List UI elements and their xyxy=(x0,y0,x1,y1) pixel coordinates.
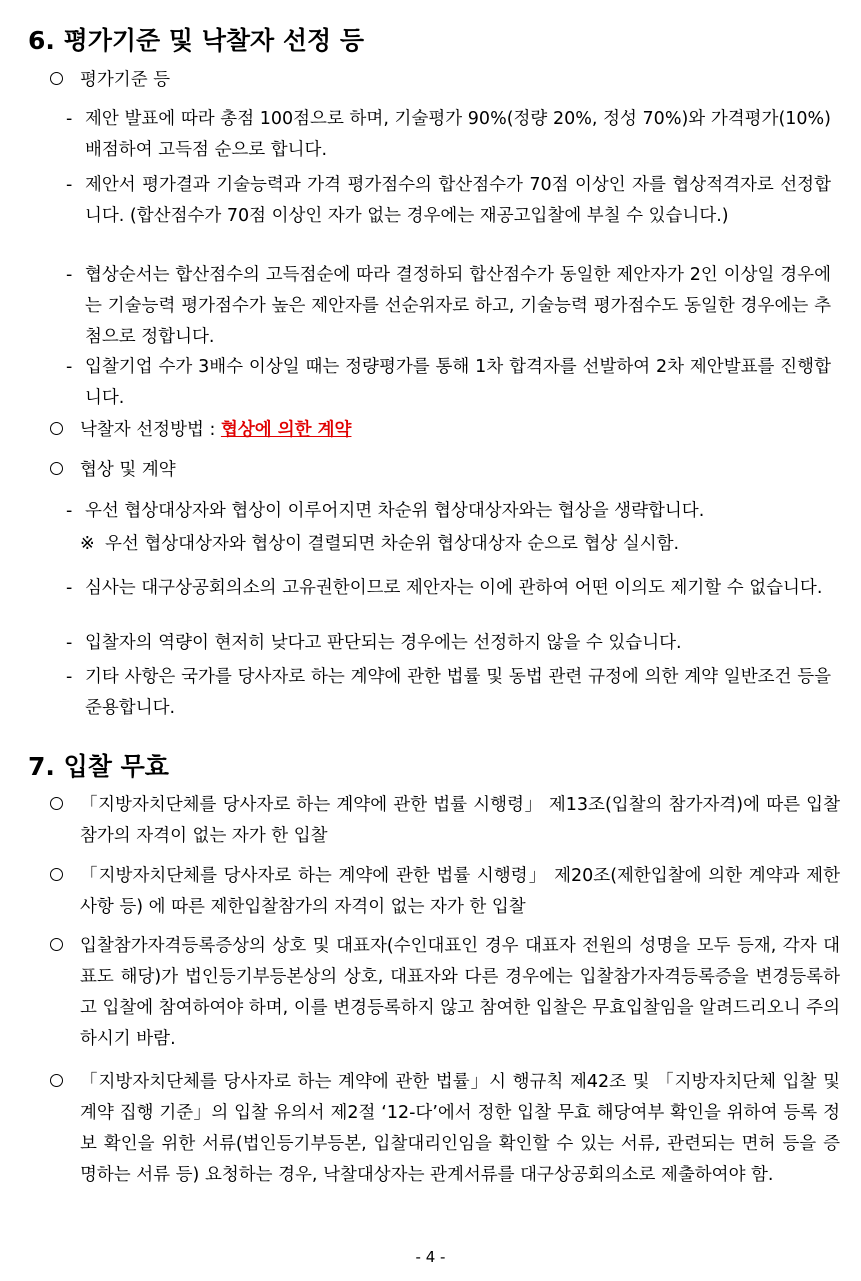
selection-method-value: 협상에 의한 계약 xyxy=(220,420,352,440)
negotiation-item-4: - 기타 사항은 국가를 당사자로 하는 계약에 관한 법률 및 동법 관련 규정에 의한 계약 일반조건 등을 준용합니다. xyxy=(66,667,831,718)
criteria-item-3: - 협상순서는 합산점수의 고득점순에 따라 결정하되 합산점수가 동일한 제안자가 2인 이상일 경우에는 기술능력 평가점수가 높은 제안자를 선순위자로 하고, 기술능력 평가점수도 동일한 경우에는 추첨으로 정합니다. xyxy=(66,265,831,347)
selection-method xyxy=(50,415,840,446)
circle-bullet-icon xyxy=(50,65,63,96)
circle-bullet-icon xyxy=(50,931,63,962)
criteria-heading: 평가기준 등 xyxy=(50,65,840,96)
negotiation-item-1: - 우선 협상대상자와 협상이 이루어지면 차순위 협상대상자와는 협상을 생략합니다. xyxy=(66,501,705,521)
invalid-item-1: 「지방자치단체를 당사자로 하는 계약에 관한 법률 시행령」 제13조(입찰의 참가자격)에 따른 입찰참가의 자격이 없는 자가 한 입찰 xyxy=(50,790,840,852)
section-7-title: 7. 입찰 무효 xyxy=(28,752,169,781)
negotiation-item-2: - 심사는 대구상공회의소의 고유권한이므로 제안자는 이에 관하여 어떤 이의도 제기할 수 없습니다. xyxy=(66,578,823,598)
circle-bullet-icon xyxy=(50,790,63,821)
circle-bullet-icon xyxy=(50,1067,63,1098)
negotiation-heading: 협상 및 계약 xyxy=(50,455,840,486)
selection-method-label: 낙찰자 선정방법 : xyxy=(80,420,216,440)
circle-bullet-icon xyxy=(50,861,63,892)
negotiation-item-3: - 입찰자의 역량이 현저히 낮다고 판단되는 경우에는 선정하지 않을 수 있습니다. xyxy=(66,633,682,653)
invalid-item-3: 입찰참가자격등록증상의 상호 및 대표자(수인대표인 경우 대표자 전원의 성명을 모두 등재, 각자 대표도 해당)가 법인등기부등본상의 상호, 대표자와 다른 경우에는 입찰참가자격등록증을 변경등록하고 입찰에 참여하여야 하며, 이를 변경등록하지 않고 참여한 입찰은 무효입찰임을 알려드리오니 주의하시기 바람. xyxy=(50,931,840,1055)
negotiation-note: ※ 우선 협상대상자와 협상이 결렬되면 차순위 협상대상자 순으로 협상 실시함. xyxy=(80,534,680,554)
invalid-item-2: 「지방자치단체를 당사자로 하는 계약에 관한 법률 시행령」 제20조(제한입찰에 의한 계약과 제한사항 등) 에 따른 제한입찰참가의 자격이 없는 자가 한 입찰 xyxy=(50,861,840,923)
invalid-item-4: 「지방자치단체를 당사자로 하는 계약에 관한 법률」시 행규칙 제42조 및 「지방자치단체 입찰 및 계약 집행 기준」의 입찰 유의서 제2절 ‘12-다’에서 정한 입찰 무효 해당여부 확인을 위하여 등록 정보 확인을 위한 서류(법인등기부등본, 입찰대리인임을 확인할 수 있는 서류, 관련되는 면허 등을 증명하는 서류 등) 요청하는 경우, 낙찰대상자는 관계서류를 대구상공회의소로 제출하여야 함. xyxy=(50,1067,840,1191)
circle-bullet-icon xyxy=(50,415,63,446)
criteria-item-1: - 제안 발표에 따라 총점 100점으로 하며, 기술평가 90%(정량 20%, 정성 70%)와 가격평가(10%) 배점하여 고득점 순으로 합니다. xyxy=(66,109,831,160)
circle-bullet-icon xyxy=(50,455,63,486)
criteria-item-2: - 제안서 평가결과 기술능력과 가격 평가점수의 합산점수가 70점 이상인 자를 협상적격자로 선정합니다. (합산점수가 70점 이상인 자가 없는 경우에는 재공고입찰에 부칠 수 있습니다.) xyxy=(66,175,831,226)
criteria-item-4: - 입찰기업 수가 3배수 이상일 때는 정량평가를 통해 1차 합격자를 선발하여 2차 제안발표를 진행합니다. xyxy=(66,357,831,408)
page-number: - 4 - xyxy=(415,1248,446,1266)
section-6-title: 6. 평가기준 및 낙찰자 선정 등 xyxy=(28,26,365,55)
